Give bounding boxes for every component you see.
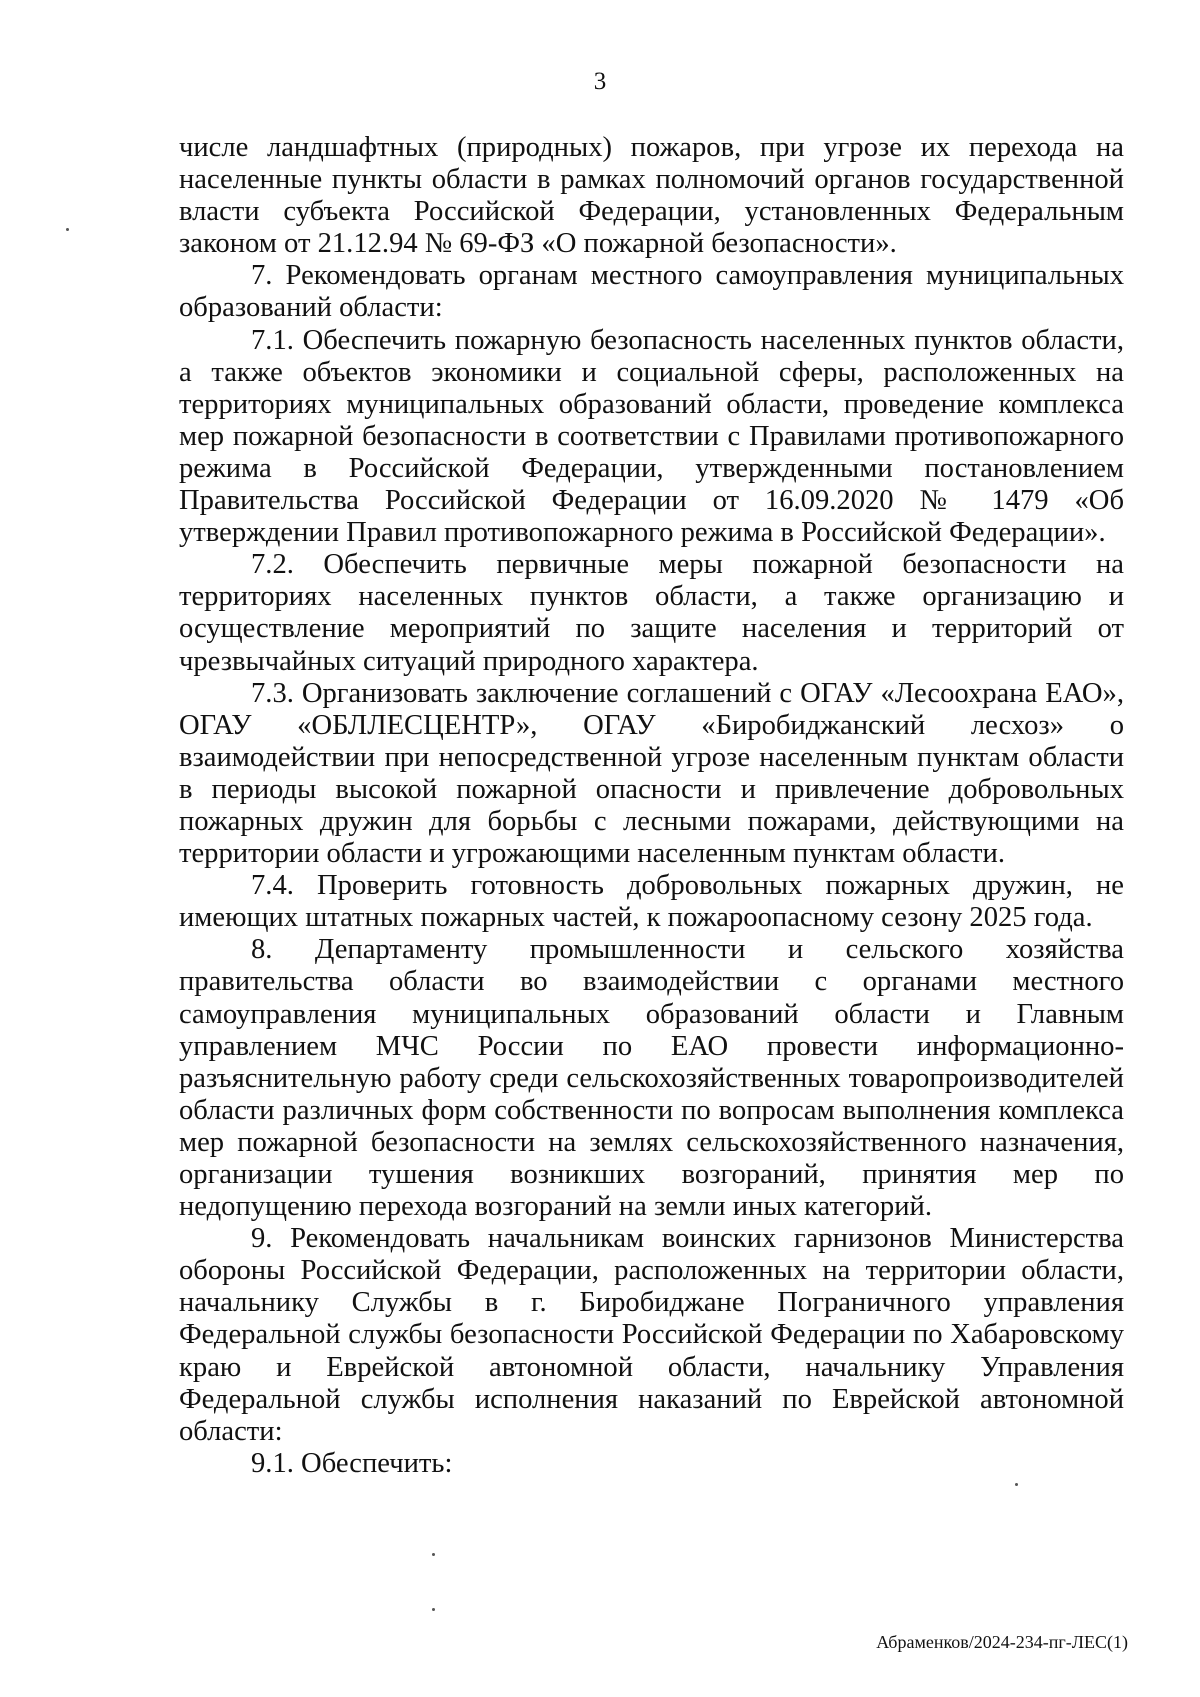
paragraph-7: 7. Рекомендовать органам местного самоуправления муниципальных образований области: (179, 260, 1124, 324)
page-number: 3 (593, 68, 607, 95)
paragraph-9: 9. Рекомендовать начальникам воинских гарнизонов Министерства обороны Российской Федерации, расположенных на территории области, начальнику Службы в г. Биробиджане Пограничного управления Федеральной службы безопасности Российской Федерации по Хабаровскому краю и Еврейской автономной области, начальнику Управления Федеральной службы исполнения наказаний по Еврейской автономной области: (179, 1223, 1124, 1447)
scan-speck (432, 1553, 435, 1556)
paragraph-7-4: 7.4. Проверить готовность добровольных пожарных дружин, не имеющих штатных пожарных частей, к пожароопасному сезону 2025 года. (179, 870, 1124, 934)
scan-speck (66, 228, 69, 231)
scan-speck (432, 1608, 435, 1611)
paragraph-continuation: числе ландшафтных (природных) пожаров, при угрозе их перехода на населенные пункты области в рамках полномочий органов государственной власти субъекта Российской Федерации, установленных Федеральным законом от 21.12.94 № 69-ФЗ «О пожарной безопасности». (179, 132, 1124, 260)
paragraph-7-3: 7.3. Организовать заключение соглашений с ОГАУ «Лесоохрана ЕАО», ОГАУ «ОБЛЛЕСЦЕНТР», ОГАУ «Биробиджанский лесхоз» о взаимодействии при непосредственной угрозе населенным пунктам области в периоды высокой пожарной опасности и привлечение добровольных пожарных дружин для борьбы с лесными пожарами, действующими на территории области и угрожающими населенным пунктам области. (179, 677, 1124, 870)
document-reference: Абраменков/2024-234-пг-ЛЕС(1) (876, 1632, 1128, 1652)
document-body (179, 132, 1124, 1480)
paragraph-9-1: 9.1. Обеспечить: (251, 1447, 453, 1479)
paragraph-7-2: 7.2. Обеспечить первичные меры пожарной безопасности на территориях населенных пунктов области, а также организацию и осуществление мероприятий по защите населения и территорий от чрезвычайных ситуаций природного характера. (179, 549, 1124, 677)
scan-speck (1015, 1483, 1018, 1486)
paragraph-7-1: 7.1. Обеспечить пожарную безопасность населенных пунктов области, а также объектов экономики и социальной сферы, расположенных на территориях муниципальных образований области, проведение комплекса мер пожарной безопасности в соответствии с Правилами противопожарного режима в Российской Федерации, утвержденными постановлением Правительства Российской Федерации от 16.09.2020 № 1479 «Об утверждении Правил противопожарного режима в Российской Федерации». (179, 324, 1124, 549)
paragraph-8: 8. Департаменту промышленности и сельского хозяйства правительства области во взаимодействии с органами местного самоуправления муниципальных образований области и Главным управлением МЧС России по ЕАО провести информационно-разъяснительную работу среди сельскохозяйственных товаропроизводителей области различных форм собственности по вопросам выполнения комплекса мер пожарной безопасности на землях сельскохозяйственного назначения, организации тушения возникших возгораний, принятия мер по недопущению перехода возгораний на земли иных категорий. (179, 934, 1124, 1223)
